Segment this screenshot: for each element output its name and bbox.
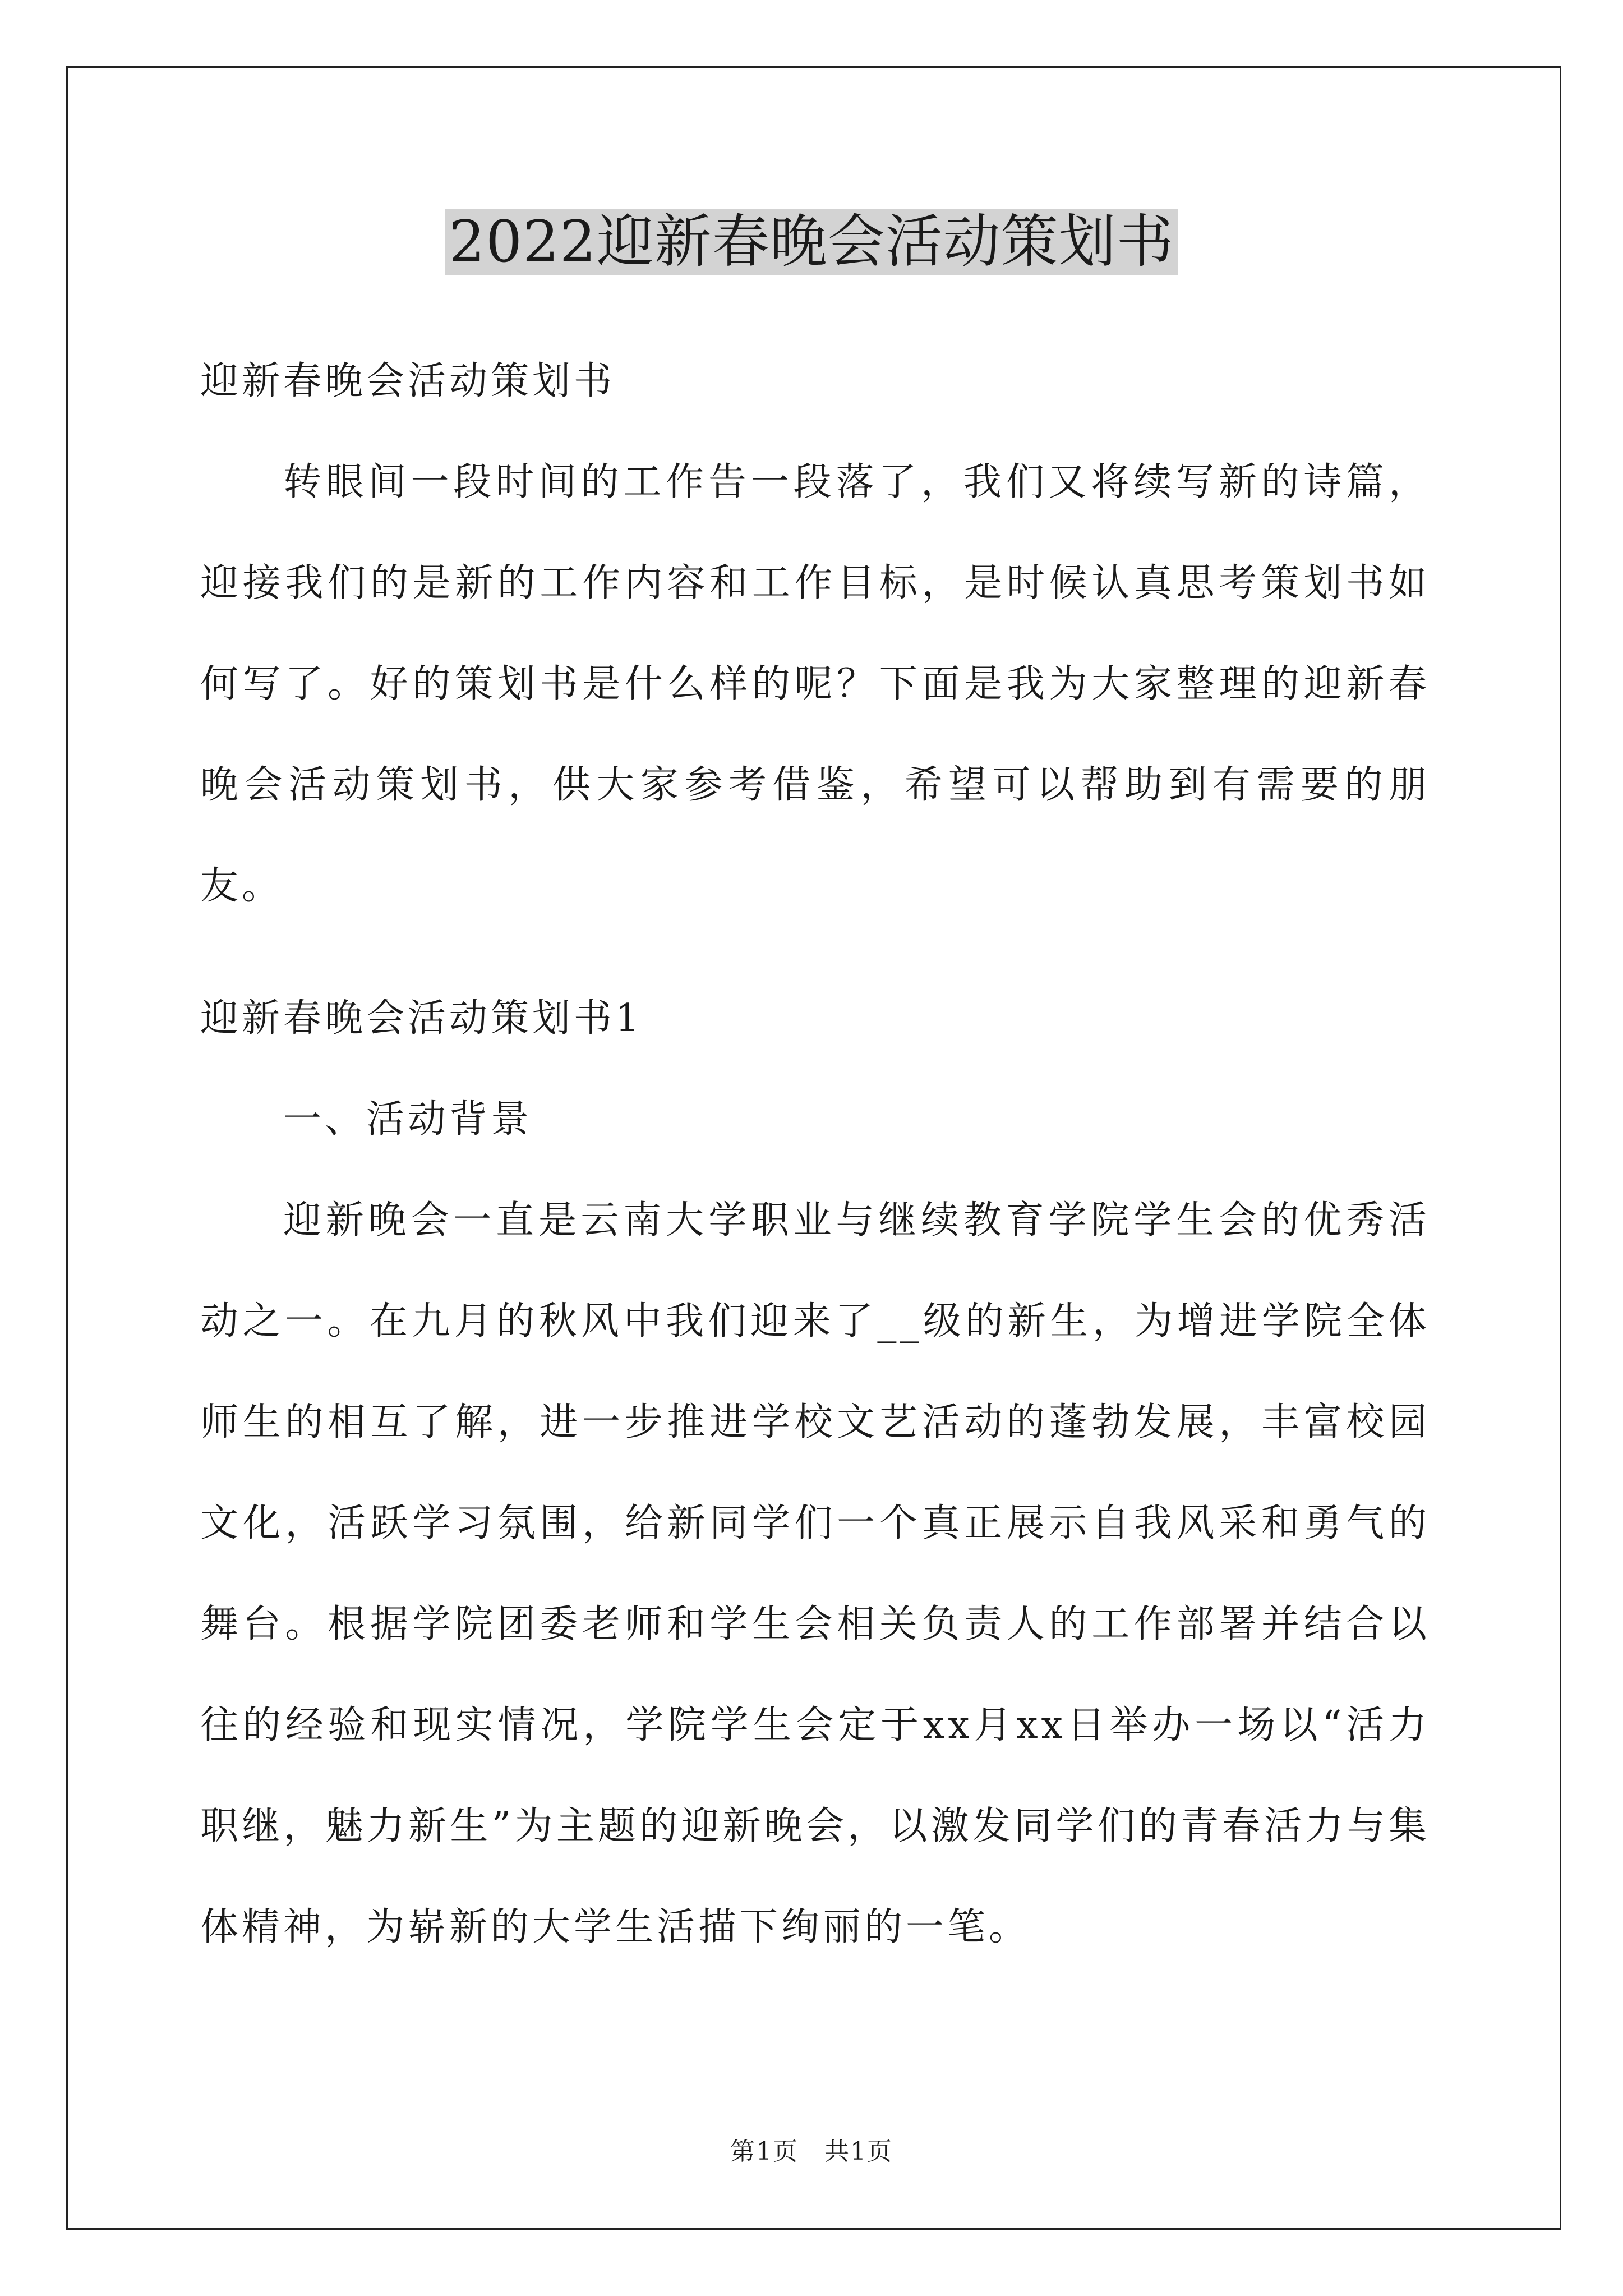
background-paragraph: 迎新晚会一直是云南大学职业与继续教育学院学生会的优秀活动之一。在九月的秋风中我们迎来了__级的新生，为增进学院全体师生的相互了解，进一步推进学校文艺活动的蓬勃发展，丰富校园文化，活跃学习氛围，给新同学们一个真正展示自我风采和勇气的舞台。根据学院团委老师和学生会相关负责人的工作部署并结合以往的经验和现实情况，学院学生会定于xx月xx日举办一场以“活力职继，魅力新生”为主题的迎新晚会，以激发同学们的青春活力与集体精神，为崭新的大学生活描下绚丽的一笔。 xyxy=(200,1198,1430,1949)
document-title xyxy=(0,203,1623,282)
intro-paragraph: 转眼间一段时间的工作告一段落了，我们又将续写新的诗篇，迎接我们的是新的工作内容和工作目标，是时候认真思考策划书如何写了。好的策划书是什么样的呢？下面是我为大家整理的迎新春晚会活动策划书，供大家参考借鉴，希望可以帮助到有需要的朋友。 xyxy=(200,460,1430,908)
page-footer: 第1页 共1页 xyxy=(730,2137,893,2166)
section-1 xyxy=(200,968,1430,1978)
document-subtitle: 迎新春晚会活动策划书 xyxy=(200,359,616,403)
intro-section xyxy=(200,331,1430,937)
section-heading: 迎新春晚会活动策划书1 xyxy=(200,996,643,1041)
document-title-text: 2022迎新春晚会活动策划书 xyxy=(445,209,1178,275)
subsection-heading: 一、活动背景 xyxy=(283,1097,533,1142)
